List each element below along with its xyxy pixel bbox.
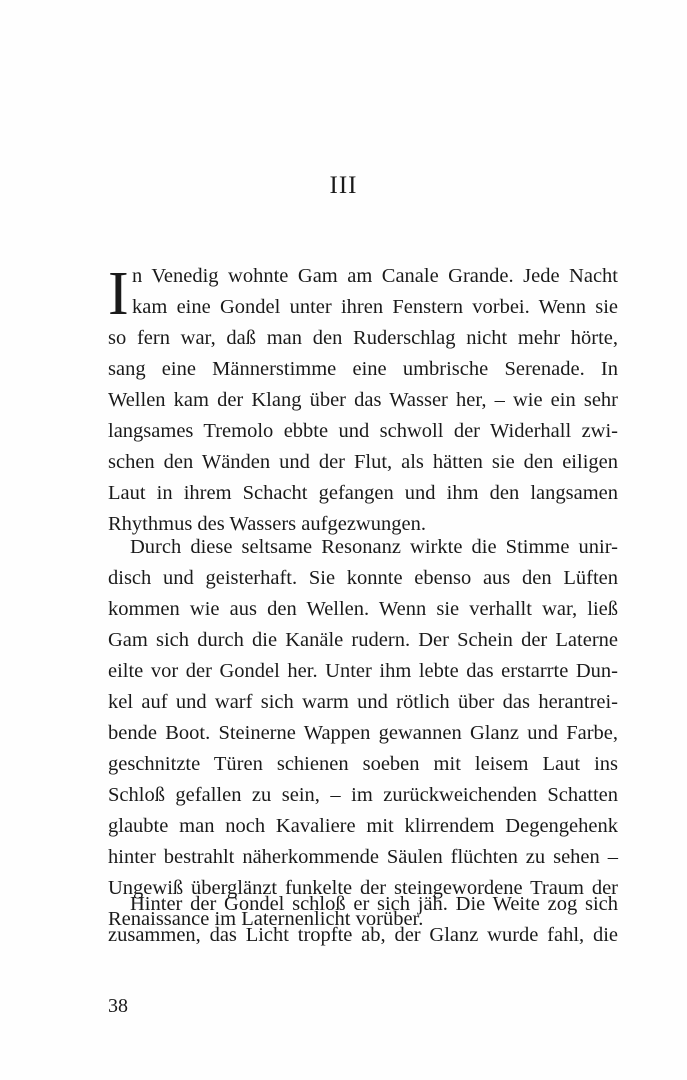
paragraph-1 — [108, 261, 618, 540]
text-line: Renaissance im Laternenlicht vorüber. — [108, 908, 424, 930]
chapter-heading: III — [329, 172, 358, 199]
text-line: eilte vor der Gondel her. Unter ihm lebte das erstarrte Dun- — [108, 660, 618, 682]
text-line: langsames Tremolo ebbte und schwoll der Widerhall zwi- — [108, 420, 618, 442]
text-line: disch und geisterhaft. Sie konnte ebenso aus den Lüften — [108, 567, 618, 589]
text-line: kel auf und warf sich warm und rötlich über das herantrei- — [108, 691, 618, 713]
text-line: Durch diese seltsame Resonanz wirkte die Stimme unir- — [130, 536, 618, 558]
text-line: bende Boot. Steinerne Wappen gewannen Glanz und Farbe, — [108, 722, 618, 744]
page-number: 38 — [108, 995, 128, 1017]
text-line: kommen wie aus den Wellen. Wenn sie verhallt war, ließ — [108, 598, 618, 620]
text-line: kam eine Gondel unter ihren Fenstern vorbei. Wenn sie — [132, 296, 618, 318]
text-line: so fern war, daß man den Ruderschlag nicht mehr hörte, — [108, 327, 618, 349]
text-line: hinter bestrahlt näherkommende Säulen flüchten zu sehen – — [108, 846, 618, 868]
text-line: geschnitzte Türen schienen soeben mit leisem Laut ins — [108, 753, 618, 775]
text-line: zusammen, das Licht tropfte ab, der Glanz wurde fahl, die — [108, 924, 618, 946]
text-line: sang eine Männerstimme eine umbrische Serenade. In — [108, 358, 618, 380]
drop-cap-lines — [108, 260, 618, 328]
paragraph-3 — [108, 889, 618, 951]
text-line: Ungewiß überglänzt funkelte der steingewordene Traum der — [108, 877, 618, 899]
text-line: Gam sich durch die Kanäle rudern. Der Schein der Laterne — [108, 629, 618, 651]
paragraph-2 — [108, 532, 618, 935]
text-line: schen den Wänden und der Flut, als hätten sie den eiligen — [108, 451, 618, 473]
text-line: Wellen kam der Klang über das Wasser her, – wie ein sehr — [108, 389, 618, 411]
text-line: Hinter der Gondel schloß er sich jäh. Die Weite zog sich — [130, 893, 618, 915]
drop-cap-initial: I — [108, 260, 129, 328]
text-line: glaubte man noch Kavaliere mit klirrendem Degengehenk — [108, 815, 618, 837]
text-line: Laut in ihrem Schacht gefangen und ihm den langsamen — [108, 482, 618, 504]
text-line: Rhythmus des Wassers aufgezwungen. — [108, 513, 426, 535]
text-line: n Venedig wohnte Gam am Canale Grande. Jede Nacht — [132, 265, 618, 287]
text-line: Schloß gefallen zu sein, – im zurückweichenden Schatten — [108, 784, 618, 806]
